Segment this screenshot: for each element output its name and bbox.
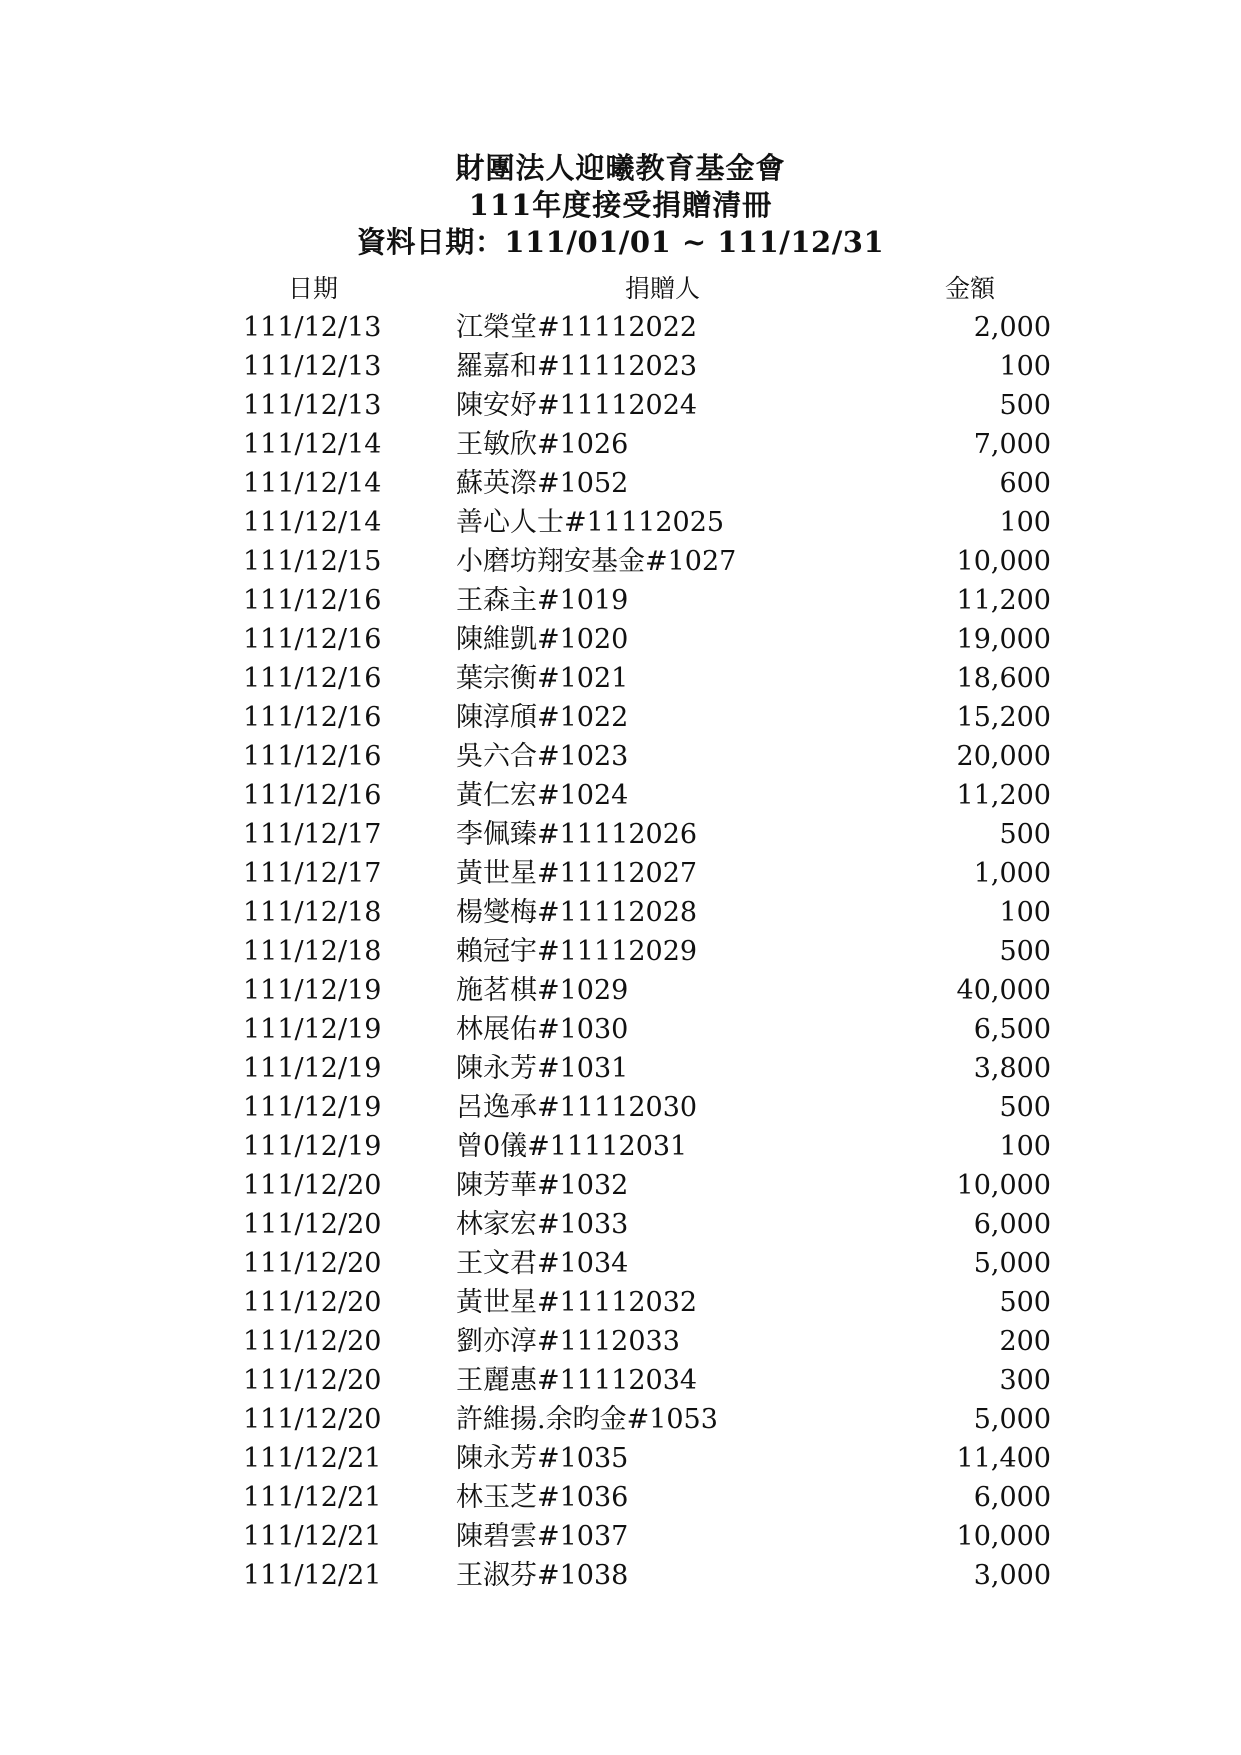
row-amount: 3,000: [973, 1560, 1051, 1591]
row-date: 111/12/21: [243, 1443, 382, 1474]
row-date: 111/12/16: [243, 780, 382, 811]
table-row: [0, 1400, 1241, 1439]
table-row: [0, 1127, 1241, 1166]
row-donor: 林展佑#1030: [456, 1014, 629, 1045]
row-donor: 善心人士#11112025: [456, 507, 725, 538]
row-amount: 500: [999, 1287, 1051, 1318]
row-donor: 陳永芳#1035: [456, 1443, 629, 1474]
table-row: [0, 308, 1241, 347]
row-donor: 王敏欣#1026: [456, 429, 629, 460]
row-amount: 500: [999, 936, 1051, 967]
table-row: [0, 581, 1241, 620]
row-amount: 600: [999, 468, 1051, 499]
table-row: [0, 1244, 1241, 1283]
table-row: [0, 1088, 1241, 1127]
row-donor: 小磨坊翔安基金#1027: [456, 546, 737, 577]
table-row: [0, 737, 1241, 776]
row-date: 111/12/17: [243, 819, 382, 850]
row-date: 111/12/20: [243, 1170, 382, 1201]
table-row: [0, 659, 1241, 698]
row-date: 111/12/21: [243, 1560, 382, 1591]
table-row: [0, 542, 1241, 581]
row-donor: 羅嘉和#11112023: [456, 351, 698, 382]
table-row: [0, 1283, 1241, 1322]
table-row: [0, 698, 1241, 737]
row-donor: 許維揚.余昀金#1053: [456, 1404, 718, 1435]
row-donor: 蘇英漈#1052: [456, 468, 629, 499]
donation-table-body: [0, 308, 1241, 1595]
row-donor: 王麗惠#11112034: [456, 1365, 698, 1396]
row-donor: 陳芳華#1032: [456, 1170, 629, 1201]
row-date: 111/12/21: [243, 1482, 382, 1513]
row-amount: 6,000: [973, 1209, 1051, 1240]
row-amount: 10,000: [956, 546, 1051, 577]
row-amount: 6,000: [973, 1482, 1051, 1513]
table-row: [0, 971, 1241, 1010]
row-date: 111/12/19: [243, 1053, 382, 1084]
row-amount: 500: [999, 390, 1051, 421]
row-amount: 1,000: [973, 858, 1051, 889]
table-row: [0, 1010, 1241, 1049]
row-donor: 陳維凱#1020: [456, 624, 629, 655]
table-row: [0, 1517, 1241, 1556]
row-donor: 呂逸承#11112030: [456, 1092, 698, 1123]
row-date: 111/12/20: [243, 1287, 382, 1318]
row-amount: 40,000: [956, 975, 1051, 1006]
row-amount: 100: [999, 897, 1051, 928]
table-row: [0, 386, 1241, 425]
row-date: 111/12/13: [243, 390, 382, 421]
row-date: 111/12/14: [243, 468, 382, 499]
row-amount: 500: [999, 819, 1051, 850]
row-amount: 500: [999, 1092, 1051, 1123]
row-amount: 2,000: [973, 312, 1051, 343]
table-header: [0, 270, 1241, 308]
row-donor: 楊燮梅#11112028: [456, 897, 698, 928]
row-date: 111/12/18: [243, 936, 382, 967]
row-donor: 黃仁宏#1024: [456, 780, 629, 811]
column-header-donor: 捐贈人: [625, 274, 701, 303]
row-date: 111/12/14: [243, 429, 382, 460]
row-date: 111/12/15: [243, 546, 382, 577]
row-date: 111/12/20: [243, 1209, 382, 1240]
row-date: 111/12/16: [243, 741, 382, 772]
row-donor: 劉亦淳#1112033: [456, 1326, 680, 1357]
row-donor: 賴冠宇#11112029: [456, 936, 698, 967]
table-row: [0, 464, 1241, 503]
row-amount: 200: [999, 1326, 1051, 1357]
row-date: 111/12/16: [243, 663, 382, 694]
column-header-amount: 金額: [945, 274, 996, 303]
organization-title: 財團法人迎曦教育基金會: [455, 151, 786, 185]
row-amount: 11,200: [956, 780, 1051, 811]
row-date: 111/12/16: [243, 624, 382, 655]
row-donor: 葉宗衡#1021: [456, 663, 629, 694]
row-date: 111/12/16: [243, 585, 382, 616]
report-title-block: [0, 150, 1241, 261]
row-donor: 陳碧雲#1037: [456, 1521, 629, 1552]
row-date: 111/12/20: [243, 1365, 382, 1396]
row-donor: 曾0儀#11112031: [456, 1131, 688, 1162]
row-donor: 吳六合#1023: [456, 741, 629, 772]
row-date: 111/12/13: [243, 351, 382, 382]
row-amount: 100: [999, 1131, 1051, 1162]
row-donor: 林家宏#1033: [456, 1209, 629, 1240]
row-donor: 王文君#1034: [456, 1248, 629, 1279]
row-date: 111/12/16: [243, 702, 382, 733]
row-donor: 黃世星#11112027: [456, 858, 698, 889]
table-row: [0, 815, 1241, 854]
row-date: 111/12/19: [243, 975, 382, 1006]
row-donor: 陳安妤#11112024: [456, 390, 698, 421]
row-amount: 300: [999, 1365, 1051, 1396]
row-date: 111/12/19: [243, 1131, 382, 1162]
row-date: 111/12/19: [243, 1014, 382, 1045]
row-date: 111/12/14: [243, 507, 382, 538]
table-row: [0, 1205, 1241, 1244]
table-row: [0, 503, 1241, 542]
row-amount: 100: [999, 351, 1051, 382]
row-date: 111/12/17: [243, 858, 382, 889]
row-donor: 施茗棋#1029: [456, 975, 629, 1006]
table-row: [0, 932, 1241, 971]
row-amount: 18,600: [956, 663, 1051, 694]
table-row: [0, 1049, 1241, 1088]
table-row: [0, 1478, 1241, 1517]
row-date: 111/12/13: [243, 312, 382, 343]
table-row: [0, 347, 1241, 386]
table-row: [0, 854, 1241, 893]
row-date: 111/12/18: [243, 897, 382, 928]
row-amount: 100: [999, 507, 1051, 538]
table-row: [0, 1166, 1241, 1205]
row-amount: 10,000: [956, 1170, 1051, 1201]
table-row: [0, 1439, 1241, 1478]
row-amount: 19,000: [956, 624, 1051, 655]
row-amount: 5,000: [973, 1404, 1051, 1435]
row-amount: 20,000: [956, 741, 1051, 772]
row-donor: 江榮堂#11112022: [456, 312, 698, 343]
row-donor: 林玉芝#1036: [456, 1482, 629, 1513]
row-date: 111/12/21: [243, 1521, 382, 1552]
row-amount: 11,200: [956, 585, 1051, 616]
row-donor: 王淑芬#1038: [456, 1560, 629, 1591]
row-amount: 11,400: [956, 1443, 1051, 1474]
row-amount: 3,800: [973, 1053, 1051, 1084]
table-row: [0, 893, 1241, 932]
table-row: [0, 1361, 1241, 1400]
date-range: 資料日期：111/01/01 ~ 111/12/31: [356, 225, 885, 259]
report-title: 111年度接受捐贈清冊: [468, 188, 773, 222]
row-donor: 王森主#1019: [456, 585, 629, 616]
row-amount: 15,200: [956, 702, 1051, 733]
table-row: [0, 620, 1241, 659]
row-donor: 陳永芳#1031: [456, 1053, 629, 1084]
row-amount: 7,000: [973, 429, 1051, 460]
row-donor: 陳淳頎#1022: [456, 702, 629, 733]
column-header-date: 日期: [288, 274, 339, 303]
table-row: [0, 1322, 1241, 1361]
row-date: 111/12/20: [243, 1248, 382, 1279]
row-donor: 李佩臻#11112026: [456, 819, 698, 850]
row-amount: 5,000: [973, 1248, 1051, 1279]
row-date: 111/12/20: [243, 1404, 382, 1435]
row-date: 111/12/19: [243, 1092, 382, 1123]
table-row: [0, 776, 1241, 815]
row-date: 111/12/20: [243, 1326, 382, 1357]
row-amount: 6,500: [973, 1014, 1051, 1045]
table-row: [0, 425, 1241, 464]
table-row: [0, 1556, 1241, 1595]
row-amount: 10,000: [956, 1521, 1051, 1552]
row-donor: 黃世星#11112032: [456, 1287, 698, 1318]
